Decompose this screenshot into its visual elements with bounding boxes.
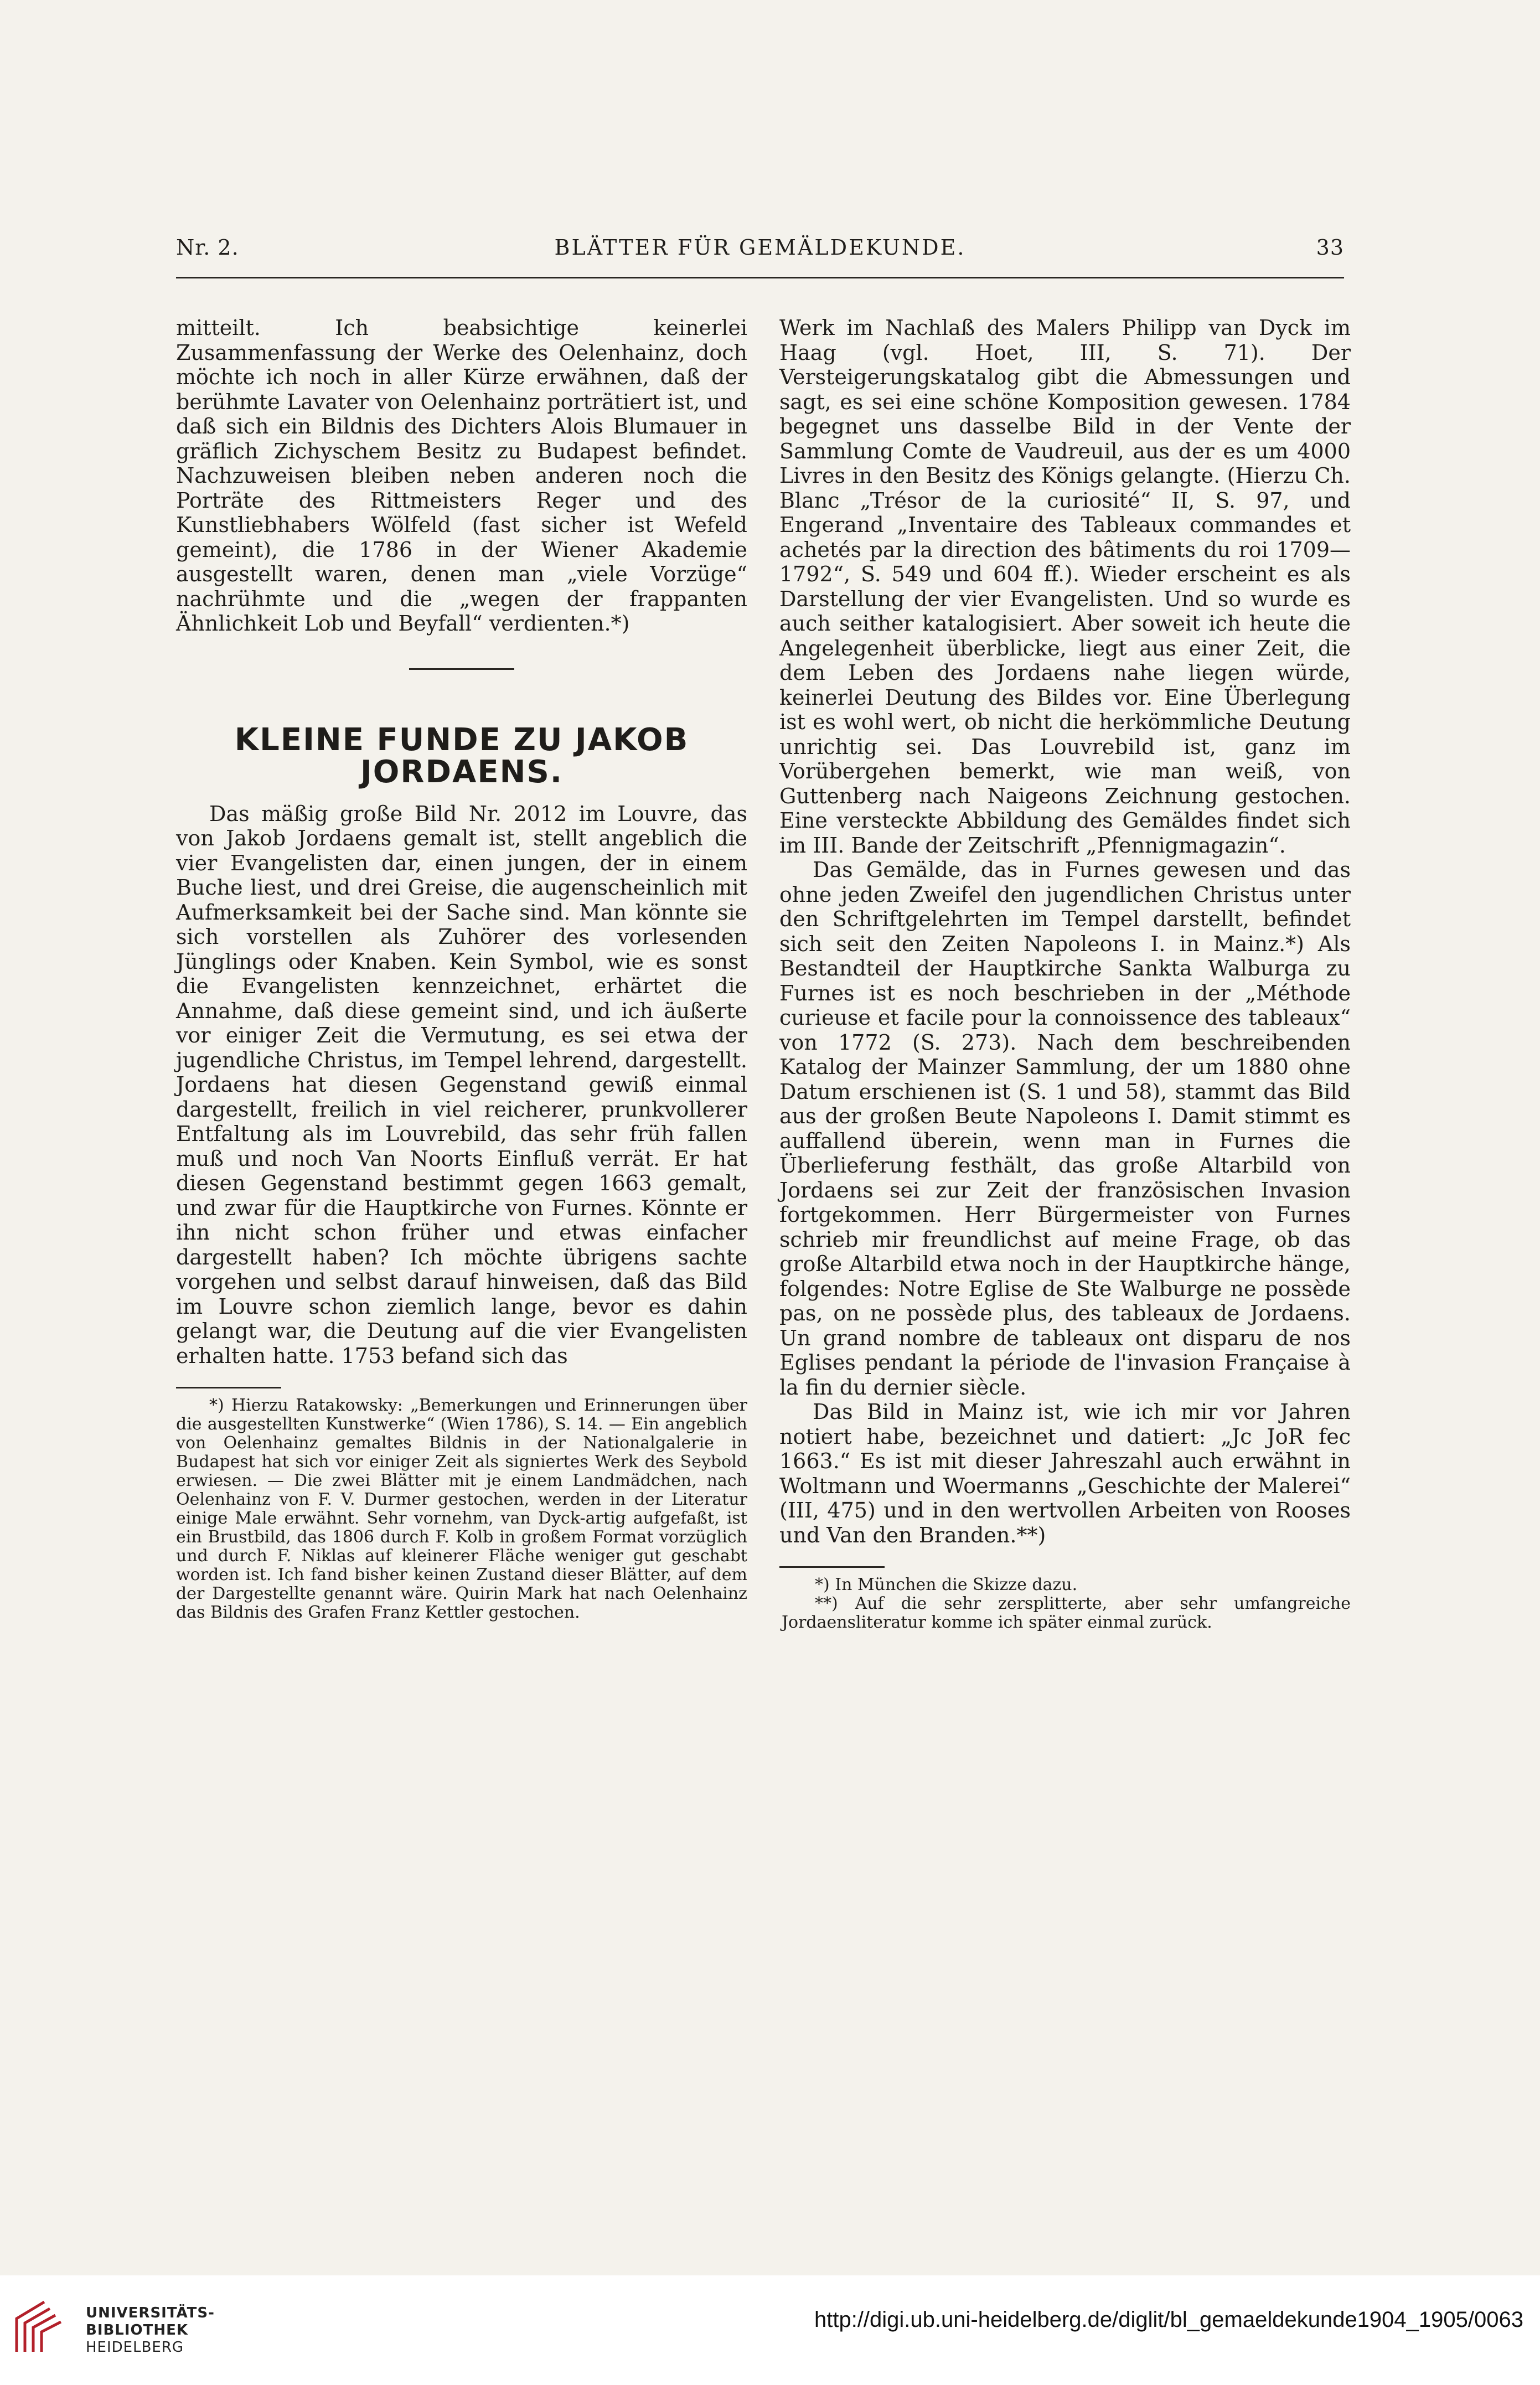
running-header — [176, 235, 1344, 269]
left-paragraph-2: Das mäßig große Bild Nr. 2012 im Louvre, das von Jakob Jordaens gemalt ist, stellt angeblich die vier Evangelisten dar, einen jungen, der in einem Buche liest, und drei Greise, die augenscheinlich mit Aufmerksamkeit bei der Sache sind. Man könnte sie sich vorstellen als Zuhörer des vorlesenden Jünglings oder Knaben. Kein Symbol, wie es sonst die Evangelisten kennzeichnet, erhärtet die Annahme, daß diese gemeint sind, und ich äußerte vor einiger Zeit die Vermutung, es sei etwa der jugendliche Christus, im Tempel lehrend, dargestellt. Jordaens hat diesen Gegenstand gewiß einmal dargestellt, freilich in viel reicherer, prunkvollerer Entfaltung als im Louvrebild, das sehr früh fallen muß und noch Van Noorts Einfluß verrät. Er hat diesen Gegenstand bestimmt gegen 1663 gemalt, und zwar für die Hauptkirche von Furnes. Könnte er ihn nicht schon früher und etwas einfacher dargestellt haben? Ich möchte übrigens sachte vorgehen und selbst darauf hinweisen, daß das Bild im Louvre schon ziemlich lange, bevor es dahin gelangt war, die Deutung auf die vier Evangelisten erhalten hatte. 1753 befand sich das — [176, 801, 747, 1368]
left-column — [176, 316, 747, 1622]
footnote-rule — [779, 1566, 885, 1568]
section-separator — [409, 668, 514, 670]
source-url-link[interactable]: http://digi.ub.uni-heidelberg.de/diglit/bl_gemaeldekunde1904_1905/0063 — [814, 2307, 1523, 2332]
footnote-rule — [176, 1387, 281, 1388]
right-footnote-2: **) Auf die sehr zersplitterte, aber sehr umfangreiche Jordaensliteratur komme ich später einmal zurück. — [782, 1594, 1351, 1632]
journal-title: BLÄTTER FÜR GEMÄLDEKUNDE. — [554, 235, 966, 260]
article-title: KLEINE FUNDE ZU JAKOB JORDAENS. — [234, 721, 689, 790]
right-column — [779, 316, 1351, 1632]
right-paragraph-2: Das Gemälde, das in Furnes gewesen und das ohne jeden Zweifel den jugendlichen Christus unter den Schriftgelehrten im Tempel darstellt, befindet sich seit den Zeiten Napoleons I. in Mainz.*) Als Bestandteil der Hauptkirche Sankta Walburga zu Furnes ist es noch beschrieben in der „Méthode curieuse et facile pour la connoissence des tableaux“ von 1772 (S. 273). Nach dem beschreibenden Katalog der Mainzer Sammlung, der um 1880 ohne Datum erschienen ist (S. 1 und 58), stammt das Bild aus der großen Beute Napoleons I. Damit stimmt es auffallend überein, wenn man in Furnes die Überlieferung festhält, das große Altarbild von Jordaens sei zur Zeit der französischen Invasion fortgekommen. Herr Bürgermeister von Furnes schrieb mir freundlichst auf meine Frage, ob das große Altarbild etwa noch in der Hauptkirche hänge, folgendes: Notre Eglise de Ste Walburge ne possède pas, on ne possède plus, des tableaux de Jordaens. Un grand nombre de tableaux ont disparu de nos Eglises pendant la période de l'invasion Française à la fin du dernier siècle. — [779, 858, 1351, 1400]
page-number: 33 — [1316, 235, 1344, 260]
library-name-line-1: UNIVERSITÄTS- — [86, 2305, 215, 2321]
library-name-line-2: BIBLIOTHEK — [86, 2322, 189, 2338]
library-name-line-3: HEIDELBERG — [86, 2339, 184, 2356]
right-footnote-1: *) In München die Skizze dazu. — [815, 1575, 1078, 1594]
right-paragraph-3: Das Bild in Mainz ist, wie ich mir vor Jahren notiert habe, bezeichnet und datiert: „Jc JoR fec 1663.“ Es ist mit dieser Jahreszahl auch erwähnt in Woltmann und Woermanns „Geschichte der Malerei“ (III, 475) und in den wertvollen Arbeiten von Rooses und Van den Branden.**) — [779, 1400, 1351, 1547]
issue-number: Nr. 2. — [176, 235, 239, 260]
left-paragraph-1: mitteilt. Ich beabsichtige keinerlei Zusammenfassung der Werke des Oelenhainz, doch möchte ich noch in aller Kürze erwähnen, daß der berühmte Lavater von Oelenhainz porträtiert ist, und daß sich ein Bildnis des Dichters Alois Blumauer in gräflich Zichyschem Besitz zu Budapest befindet. Nachzuweisen bleiben neben anderen noch die Porträte des Rittmeisters Reger und des Kunstliebhabers Wölfeld (fast sicher ist Wefeld gemeint), die 1786 in der Wiener Akademie ausgestellt waren, denen man „viele Vorzüge“ nachrühmte und die „wegen der frappanten Ähnlichkeit Lob und Beyfall“ verdienten.*) — [176, 316, 747, 636]
right-paragraph-1: Werk im Nachlaß des Malers Philipp van Dyck im Haag (vgl. Hoet, III, S. 71). Der Versteigerungskatalog gibt die Abmessungen und sagt, es sei eine schöne Komposition gewesen. 1784 begegnet uns dasselbe Bild in der Vente der Sammlung Comte de Vaudreuil, aus der es um 4000 Livres in den Besitz des Königs gelangte. (Hierzu Ch. Blanc „Trésor de la curiosité“ II, S. 97, und Engerand „Inventaire des Tableaux commandes et achetés par la direction des bâtiments du roi 1709—1792“, S. 549 und 604 ff.). Wieder erscheint es als Darstellung der vier Evangelisten. Und so wurde es auch seither katalogisiert. Aber soweit ich heute die Angelegenheit überblicke, liegt aus einer Zeit, die dem Leben des Jordaens nahe liegen würde, keinerlei Deutung des Bildes vor. Eine Überlegung ist es wohl wert, ob nicht die herkömmliche Deutung unrichtig sei. Das Louvrebild ist, ganz im Vorübergehen bemerkt, wie man weiß, von Guttenberg nach Naigeons Zeichnung gestochen. Eine versteckte Abbildung des Gemäldes findet sich im III. Bande der Zeitschrift „Pfennigmagazin“. — [779, 316, 1351, 858]
header-rule — [176, 277, 1344, 278]
left-footnote: *) Hierzu Ratakowsky: „Bemerkungen und Erinnerungen über die ausgestellten Kunstwerke“ (Wien 1786), S. 14. — Ein angeblich von Oelenhainz gemaltes Bildnis in der Nationalgalerie in Budapest hat sich vor einiger Zeit als signiertes Werk des Seybold erwiesen. — Die zwei Blätter mit je einem Landmädchen, nach Oelenhainz von F. V. Durmer gestochen, werden in der Literatur einige Male erwähnt. Sehr vornehm, van Dyck-artig aufgefaßt, ist ein Brustbild, das 1806 durch F. Kolb in großem Format vorzüglich und durch F. Niklas auf kleinerer Fläche weniger gut geschabt worden ist. Ich fand bisher keinen Zustand dieser Blätter, auf dem der Dargestellte genannt wäre. Quirin Mark hat nach Oelenhainz das Bildnis des Grafen Franz Kettler gestochen. — [176, 1396, 747, 1622]
library-name — [86, 2305, 215, 2356]
library-logo-icon — [11, 2296, 77, 2357]
